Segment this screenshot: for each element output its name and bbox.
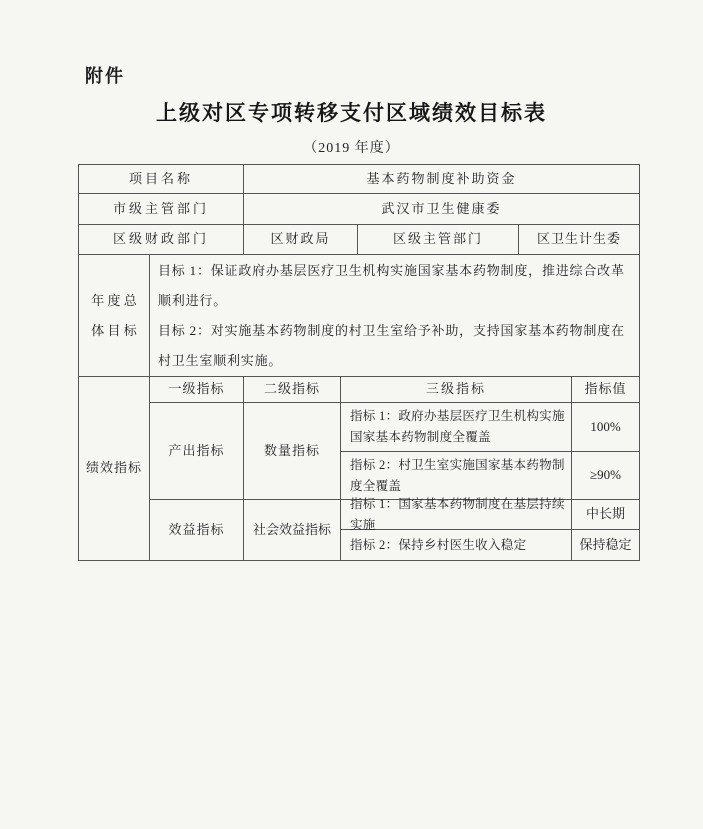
benefit-indicator-group (150, 496, 639, 560)
district-dept-label: 区级主管部门 (358, 225, 519, 254)
header-value: 指标值 (584, 381, 627, 397)
city-dept-value: 武汉市卫生健康委 (381, 200, 502, 216)
annual-goal-label (79, 255, 150, 376)
header-level1: 一级指标 (150, 377, 244, 402)
indicator-header-row (150, 377, 639, 403)
indicator-text: 指标 2：保持乡村医生收入稳定 (341, 530, 572, 560)
header-level2: 二级指标 (244, 377, 341, 402)
indicator-text: 指标 1：国家基本药物制度在基层持续实施 (341, 500, 572, 529)
project-name-label: 项目名称 (79, 165, 244, 193)
header-level3: 三级指标 (341, 377, 572, 402)
benefit-level1: 效益指标 (150, 500, 244, 560)
row-city-dept (79, 194, 639, 225)
attachment-label: 附件 (85, 66, 125, 86)
indicator-row (341, 530, 639, 560)
row-district-depts (79, 225, 639, 255)
district-dept-value: 区卫生计生委 (536, 231, 621, 247)
output-indicator-rows (341, 403, 639, 499)
output-level1: 产出指标 (150, 403, 244, 499)
annual-goal-label-line2: 体 目 标 (91, 323, 137, 338)
row-annual-goal (79, 255, 639, 377)
indicator-value: 中长期 (585, 506, 625, 522)
page-subtitle: （2019 年度） (303, 141, 400, 156)
benefit-level2: 社会效益指标 (244, 500, 341, 560)
output-level2: 数量指标 (244, 403, 341, 499)
indicator-text: 指标 1：政府办基层医疗卫生机构实施国家基本药物制度全覆盖 (341, 403, 572, 451)
benefit-indicator-rows (341, 496, 639, 560)
district-finance-value: 区财政局 (244, 225, 358, 254)
performance-label: 绩效指标 (79, 377, 150, 560)
indicator-value: 100% (590, 418, 621, 434)
project-name-value: 基本药物制度补助资金 (366, 170, 517, 186)
indicator-row (341, 403, 639, 452)
annual-goal-label-line1: 年 度 总 (91, 293, 137, 308)
row-project-name (79, 165, 639, 194)
indicator-value: 保持稳定 (579, 536, 632, 552)
page-title: 上级对区专项转移支付区域绩效目标表 (156, 102, 547, 125)
indicator-value: ≥90% (590, 467, 621, 483)
indicator-text: 指标 2：村卫生室实施国家基本药物制度全覆盖 (341, 452, 572, 499)
indicator-row (341, 496, 639, 532)
row-performance-indicators (79, 377, 639, 560)
city-dept-label: 市级主管部门 (79, 194, 244, 224)
goal-1: 目标 1：保证政府办基层医疗卫生机构实施国家基本药物制度，推进综合改革顺利进行。 (158, 262, 625, 308)
goal-2: 目标 2：对实施基本药物制度的村卫生室给予补助，支持国家基本药物制度在村卫生室顺利实施。 (158, 322, 625, 368)
performance-target-table (78, 164, 640, 561)
output-indicator-group (150, 403, 639, 500)
district-finance-label: 区级财政部门 (79, 225, 244, 254)
indicator-grid (150, 377, 639, 560)
indicator-row (341, 452, 639, 499)
annual-goal-content (150, 255, 639, 376)
